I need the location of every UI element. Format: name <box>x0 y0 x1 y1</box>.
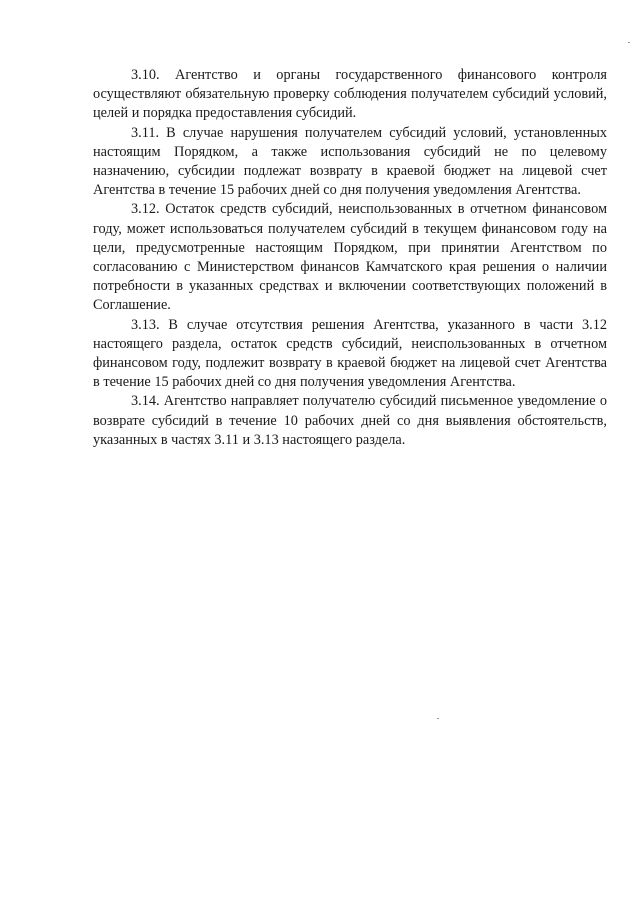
paragraph-3-13: 3.13. В случае отсутствия решения Агентства, указанного в части 3.12 настоящего раздела, остаток средств субсидий, неиспользованных в отчетном финансовом году, подлежит возврату в краевой бюджет на лицевой счет Агентства в течение 15 рабочих дней со дня получения уведомления Агентства. <box>93 316 607 391</box>
paragraph-3-14: 3.14. Агентство направляет получателю субсидий письменное уведомление о возврате субсидий в течение 10 рабочих дней со дня выявления обстоятельств, указанных в частях 3.11 и 3.13 настоящего раздела. <box>93 393 607 448</box>
scan-mark <box>437 718 439 719</box>
paragraph-3-10: 3.10. Агентство и органы государственного финансового контроля осуществляют обязательную проверку соблюдения получателем субсидий условий, целей и порядка предоставления субсидий. <box>93 67 607 122</box>
document-body <box>93 66 607 450</box>
paragraph-3-11: 3.11. В случае нарушения получателем субсидий условий, установленных настоящим Порядком, а также использования субсидий не по целевому назначению, субсидии подлежат возврату в краевой бюджет на лицевой счет Агентства в течение 15 рабочих дней со дня получения уведомления Агентства. <box>93 124 607 199</box>
scan-mark <box>628 42 630 43</box>
paragraph-3-12: 3.12. Остаток средств субсидий, неиспользованных в отчетном финансовом году, может использоваться получателем субсидий в текущем финансовом году на цели, предусмотренные настоящим Порядком, при принятии Агентством по согласованию с Министерством финансов Камчатского края решения о наличии потребности в указанных средствах и включении соответствующих положений в Соглашение. <box>93 201 607 314</box>
